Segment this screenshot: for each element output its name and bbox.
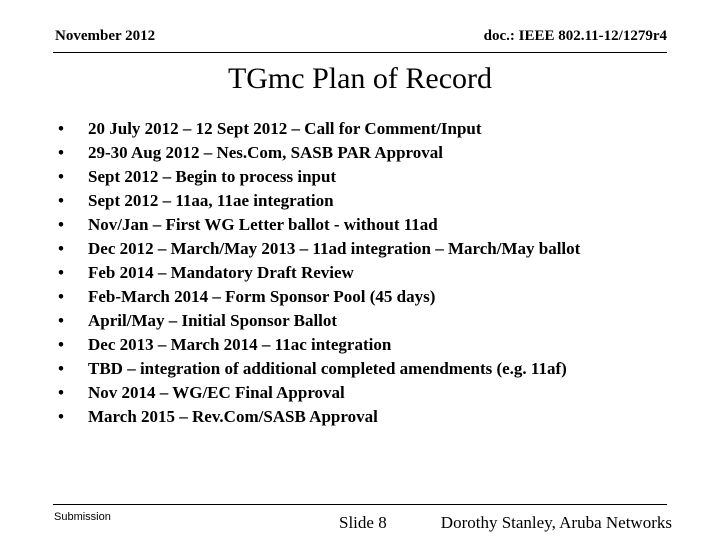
bullet-text: Dec 2013 – March 2014 – 11ac integration bbox=[88, 335, 392, 354]
bullet-item bbox=[58, 310, 658, 331]
bullet-item bbox=[58, 334, 658, 355]
bullet-text: Sept 2012 – 11aa, 11ae integration bbox=[88, 191, 334, 210]
bullet-item bbox=[58, 382, 658, 403]
bullet-dot-icon: • bbox=[58, 167, 64, 186]
bullet-text: 29-30 Aug 2012 – Nes.Com, SASB PAR Approval bbox=[88, 143, 443, 162]
bullet-text: Sept 2012 – Begin to process input bbox=[88, 167, 337, 186]
bullet-text: 20 July 2012 – 12 Sept 2012 – Call for Comment/Input bbox=[88, 119, 482, 138]
bullet-dot-icon: • bbox=[58, 239, 64, 258]
bullet-text: Nov/Jan – First WG Letter ballot - without 11ad bbox=[88, 215, 438, 234]
bullet-text: March 2015 – Rev.Com/SASB Approval bbox=[88, 407, 378, 426]
bullet-item bbox=[58, 406, 658, 427]
bullet-dot-icon: • bbox=[58, 287, 64, 306]
header-date: November 2012 bbox=[55, 28, 156, 44]
bullet-dot-icon: • bbox=[58, 311, 64, 330]
bullet-item bbox=[58, 142, 658, 163]
bullet-item bbox=[58, 262, 658, 283]
footer-slide-number: Slide 8 bbox=[339, 513, 387, 532]
bullet-item bbox=[58, 238, 658, 259]
footer-author: Dorothy Stanley, Aruba Networks bbox=[440, 513, 672, 532]
bullet-text: Feb 2014 – Mandatory Draft Review bbox=[88, 263, 354, 282]
bullet-dot-icon: • bbox=[58, 335, 64, 354]
bullet-dot-icon: • bbox=[58, 359, 64, 378]
bullet-text: April/May – Initial Sponsor Ballot bbox=[88, 311, 338, 330]
bullet-item bbox=[58, 190, 658, 211]
bullet-list bbox=[58, 118, 658, 430]
footer-submission: Submission bbox=[54, 511, 111, 523]
bullet-item bbox=[58, 286, 658, 307]
bullet-dot-icon: • bbox=[58, 263, 64, 282]
bullet-item bbox=[58, 118, 658, 139]
bullet-dot-icon: • bbox=[58, 383, 64, 402]
bullet-dot-icon: • bbox=[58, 119, 64, 138]
slide-title: TGmc Plan of Record bbox=[227, 62, 493, 95]
bullet-text: Feb-March 2014 – Form Sponsor Pool (45 days) bbox=[88, 287, 436, 306]
bullet-dot-icon: • bbox=[58, 143, 64, 162]
bullet-text: Nov 2014 – WG/EC Final Approval bbox=[88, 383, 345, 402]
bullet-dot-icon: • bbox=[58, 191, 64, 210]
bullet-item bbox=[58, 358, 658, 379]
header-doc-id: doc.: IEEE 802.11-12/1279r4 bbox=[483, 28, 667, 44]
bullet-dot-icon: • bbox=[58, 407, 64, 426]
footer-divider bbox=[53, 504, 667, 505]
header-divider bbox=[53, 52, 667, 53]
bullet-dot-icon: • bbox=[58, 215, 64, 234]
bullet-text: TBD – integration of additional completed amendments (e.g. 11af) bbox=[88, 359, 567, 378]
bullet-item bbox=[58, 214, 658, 235]
bullet-text: Dec 2012 – March/May 2013 – 11ad integration – March/May ballot bbox=[88, 239, 581, 258]
bullet-item bbox=[58, 166, 658, 187]
